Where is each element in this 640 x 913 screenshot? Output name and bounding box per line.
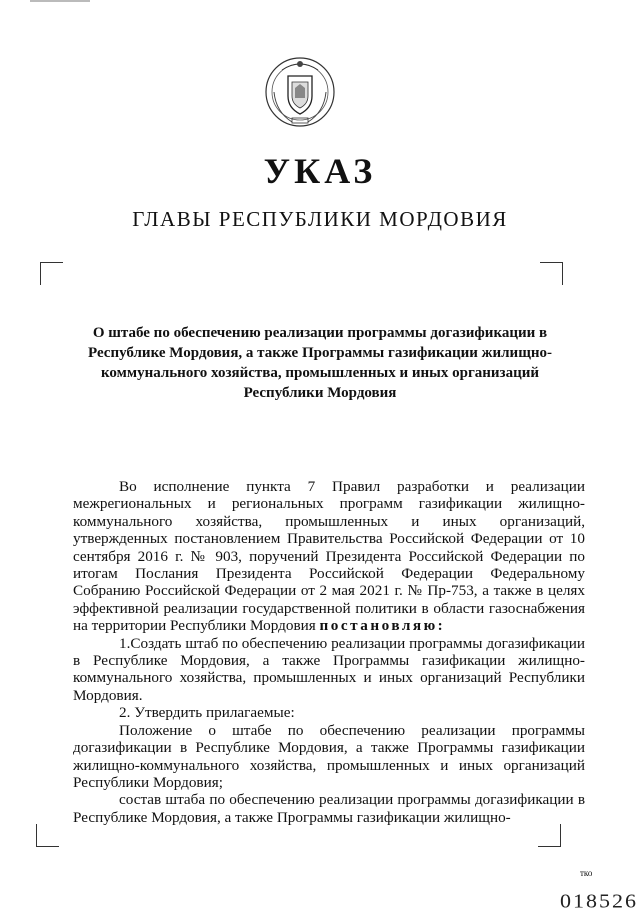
corner-mark-bottom-left xyxy=(36,824,59,847)
document-type-title: УКАЗ xyxy=(263,151,377,191)
printer-stamp: тко xyxy=(580,868,593,878)
heading-line: коммунального хозяйства, промышленных и иных организаций xyxy=(100,365,540,381)
corner-mark-top-left xyxy=(40,262,63,285)
decree-keyword: постановляю: xyxy=(319,617,446,635)
issuer-title: ГЛАВЫ РЕСПУБЛИКИ МОРДОВИЯ xyxy=(132,207,508,231)
decree-body xyxy=(73,478,585,826)
corner-mark-bottom-right xyxy=(538,824,561,847)
paragraph-item-2: 2. Утвердить прилагаемые: xyxy=(119,704,295,722)
paragraph-composition: состав штаба по обеспечению реализации программы догазификации в Республике Мордовия, а также Программы газификации жилищно- xyxy=(73,791,585,826)
paragraph-item-1: 1.Создать штаб по обеспечению реализации программы догазификации в Республике Мордовия, а также Программы газификации жилищно-коммунального хозяйства, промышленных и иных организаций Республики Мордовия. xyxy=(73,634,585,704)
preamble-text: Во исполнение пункта 7 Правил разработки и реализации межрегиональных и региональных программ газификации жилищно-коммунального хозяйства, промышленных и иных организаций, утвержденных постановлением Правительства Российской Федерации от 10 сентября 2016 г. № 903, поручений Президента Российской Федерации по итогам Послания Президента Российской Федерации Федеральному Собранию Российской Федерации от 2 мая 2021 г. № Пр-753, а также в целях эффективной реализации государственной политики в области газоснабжения на территории Республики Мордовия xyxy=(73,478,585,635)
serial-number: 018526 xyxy=(560,889,638,912)
coat-of-arms-emblem xyxy=(262,52,338,132)
paragraph-preamble xyxy=(73,478,585,635)
corner-mark-top-right xyxy=(540,262,563,285)
paragraph-regulation: Положение о штабе по обеспечению реализации программы догазификации в Республике Мордовия, а также Программы газификации жилищно-коммунального хозяйства, промышленных и иных организаций Республики Мордовия; xyxy=(73,721,585,791)
heading-line: О штабе по обеспечению реализации программы догазификации в xyxy=(92,325,548,341)
heading-line: Республике Мордовия, а также Программы газификации жилищно- xyxy=(87,345,552,361)
decree-heading xyxy=(60,323,580,403)
scan-mark xyxy=(30,0,90,2)
heading-line: Республики Мордовия xyxy=(243,385,397,401)
